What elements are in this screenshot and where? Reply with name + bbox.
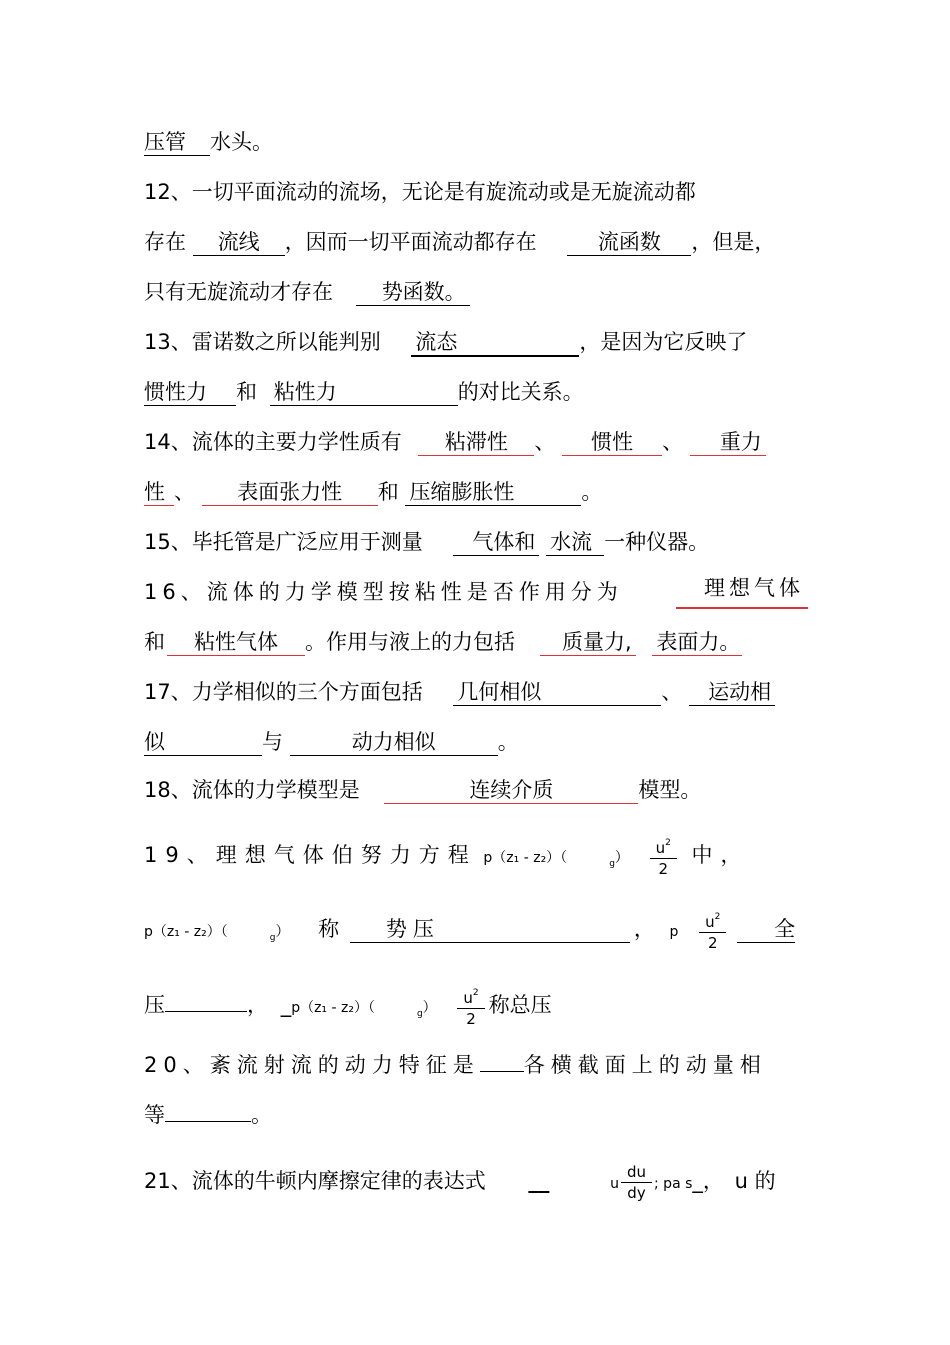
blank-answer: 气体和 bbox=[453, 529, 539, 556]
text: 20、紊流射流的动力特征是 bbox=[144, 1053, 480, 1077]
blank-answer: 流线 bbox=[193, 229, 285, 256]
text: 、 bbox=[174, 480, 195, 504]
fraction-u2-over-2 bbox=[699, 907, 726, 953]
denominator: 2 bbox=[707, 934, 718, 952]
question-19-line-2 bbox=[144, 906, 808, 952]
blank-answer: 运动相 bbox=[689, 679, 775, 706]
blank-answer: 惯性力 bbox=[144, 379, 236, 406]
underscore: _ bbox=[280, 993, 292, 1017]
blank-answer: 势压 bbox=[350, 916, 630, 943]
formula-pressure-term: p（z₁ - z₂）（ bbox=[144, 924, 228, 940]
question-13-line-1 bbox=[144, 325, 808, 359]
text: ，是因为它反映了 bbox=[579, 330, 748, 354]
text: 15、毕托管是广泛应用于测量 bbox=[144, 530, 423, 554]
question-21 bbox=[144, 1158, 808, 1204]
superscript: 2 bbox=[665, 838, 671, 848]
text: 13、雷诺数之所以能判别 bbox=[144, 330, 381, 354]
text: 。 bbox=[251, 1103, 272, 1127]
blank-answer: 压管 bbox=[144, 129, 210, 156]
formula-g: g bbox=[269, 933, 276, 943]
numerator-u: u bbox=[655, 839, 666, 857]
superscript: 2 bbox=[714, 912, 721, 922]
question-20-line-2 bbox=[144, 1098, 808, 1132]
unit-text: ; pa s bbox=[654, 1176, 693, 1192]
superscript: 2 bbox=[472, 988, 479, 998]
text: 。作用与液上的力包括 bbox=[305, 630, 515, 654]
formula-g: g bbox=[416, 1009, 423, 1019]
question-20-line-1 bbox=[144, 1048, 808, 1082]
question-12-line-3 bbox=[144, 275, 808, 309]
question-12-line-1 bbox=[144, 175, 808, 209]
text: ，因而一切平面流动都存在 bbox=[284, 230, 537, 254]
blank-answer: 性 bbox=[144, 479, 174, 506]
question-13-line-2 bbox=[144, 375, 808, 409]
question-17-line-1 bbox=[144, 675, 808, 709]
blank-dash: __ bbox=[528, 1169, 550, 1193]
question-18 bbox=[144, 773, 808, 807]
text: 、 bbox=[534, 430, 556, 454]
text: 21、流体的牛顿内摩擦定律的表达式 bbox=[144, 1169, 486, 1193]
formula-pressure-term: p（z₁ - z₂）（ bbox=[291, 1000, 375, 1016]
question-14-line-2 bbox=[144, 475, 808, 509]
text: ， bbox=[633, 917, 655, 941]
denominator-dy: dy bbox=[627, 1183, 646, 1202]
blank-answer: 似 bbox=[144, 729, 262, 756]
blank-answer: 动力相似 bbox=[290, 729, 498, 756]
formula-pressure-term: p（z₁ - z₂）（ bbox=[483, 850, 568, 866]
text: 只有无旋流动才存在 bbox=[144, 280, 333, 304]
question-16-line-1 bbox=[144, 575, 808, 609]
blank-answer: 粘性力 bbox=[270, 379, 458, 406]
text: 中， bbox=[691, 843, 750, 867]
text: 压 bbox=[144, 993, 165, 1017]
text: 、 bbox=[661, 680, 683, 704]
text: 等 bbox=[144, 1103, 165, 1127]
text: 称总压 bbox=[488, 993, 552, 1017]
blank-answer bbox=[480, 1071, 524, 1072]
text: 。 bbox=[581, 480, 603, 504]
text: 、 bbox=[662, 430, 684, 454]
fraction-u2-over-2 bbox=[650, 833, 677, 879]
question-12-line-2 bbox=[144, 225, 808, 259]
blank-answer: 惯性 bbox=[562, 429, 662, 456]
denominator: 2 bbox=[466, 1010, 476, 1028]
blank-answer: 理想气体 bbox=[676, 575, 808, 609]
blank-answer: 水流 bbox=[546, 529, 604, 556]
fraction-u2-over-2 bbox=[457, 983, 484, 1029]
blank-answer: 流函数 bbox=[567, 229, 691, 256]
blank-answer: 质量力, bbox=[540, 629, 636, 656]
text: 和 bbox=[377, 480, 399, 504]
formula-g: g bbox=[609, 859, 615, 869]
text: 17、力学相似的三个方面包括 bbox=[144, 680, 423, 704]
question-17-line-2 bbox=[144, 725, 808, 759]
formula-p: p bbox=[669, 924, 679, 940]
blank-answer: 粘滞性 bbox=[418, 429, 534, 456]
text: 16、流体的力学模型按粘性是否作用分为 bbox=[144, 580, 623, 604]
formula-mu: u bbox=[610, 1176, 619, 1192]
text: 称 bbox=[318, 917, 340, 941]
blank-answer: 势函数。 bbox=[356, 279, 470, 306]
blank-answer bbox=[165, 1121, 251, 1122]
blank-answer: 表面力。 bbox=[652, 629, 742, 656]
text: 各横截面上的动量相 bbox=[523, 1053, 767, 1077]
line-1 bbox=[144, 125, 808, 159]
text: u 的 bbox=[734, 1169, 776, 1193]
blank-answer: 全 bbox=[737, 916, 795, 943]
text: 18、流体的力学模型是 bbox=[144, 778, 360, 802]
blank-answer: 连续介质 bbox=[384, 777, 638, 804]
blank-answer: 表面张力性 bbox=[202, 479, 378, 506]
blank-answer: 重力 bbox=[690, 429, 766, 456]
text: 与 bbox=[262, 730, 283, 754]
text: 一种仪器。 bbox=[604, 530, 710, 554]
text: 水头。 bbox=[210, 130, 273, 154]
text: 。 bbox=[497, 730, 519, 754]
text: ， bbox=[247, 993, 268, 1017]
question-14-line-1 bbox=[144, 425, 808, 459]
formula-bracket: ） bbox=[614, 850, 629, 866]
text: 和 bbox=[236, 380, 257, 404]
text: 19、理想气体伯努力方程 bbox=[144, 843, 477, 867]
text: 存在 bbox=[144, 230, 186, 254]
formula-bracket: ） bbox=[422, 1000, 437, 1016]
blank-answer: 粘性气体 bbox=[167, 629, 305, 656]
numerator-u: u bbox=[705, 913, 715, 931]
question-19-line-1 bbox=[144, 832, 808, 878]
blank-answer bbox=[165, 1011, 247, 1012]
text: 的对比关系。 bbox=[457, 380, 584, 404]
question-16-line-2 bbox=[144, 625, 808, 659]
text: 模型。 bbox=[638, 778, 702, 802]
denominator: 2 bbox=[658, 860, 668, 878]
text: 12、一切平面流动的流场，无论是有旋流动或是无旋流动都 bbox=[144, 180, 696, 204]
text: ，但是， bbox=[691, 230, 776, 254]
numerator-du: du bbox=[621, 1162, 652, 1183]
question-15 bbox=[144, 525, 808, 559]
text: _， bbox=[692, 1169, 724, 1193]
formula-bracket: ） bbox=[275, 924, 290, 940]
fraction-du-dy bbox=[621, 1162, 652, 1203]
blank-answer: 压缩膨胀性 bbox=[405, 479, 581, 506]
text: 14、流体的主要力学性质有 bbox=[144, 430, 402, 454]
blank-answer: 几何相似 bbox=[453, 679, 661, 706]
blank-answer: 流态 bbox=[411, 329, 579, 357]
numerator-u: u bbox=[463, 989, 473, 1007]
text: 和 bbox=[144, 630, 165, 654]
question-19-line-3 bbox=[144, 982, 808, 1028]
